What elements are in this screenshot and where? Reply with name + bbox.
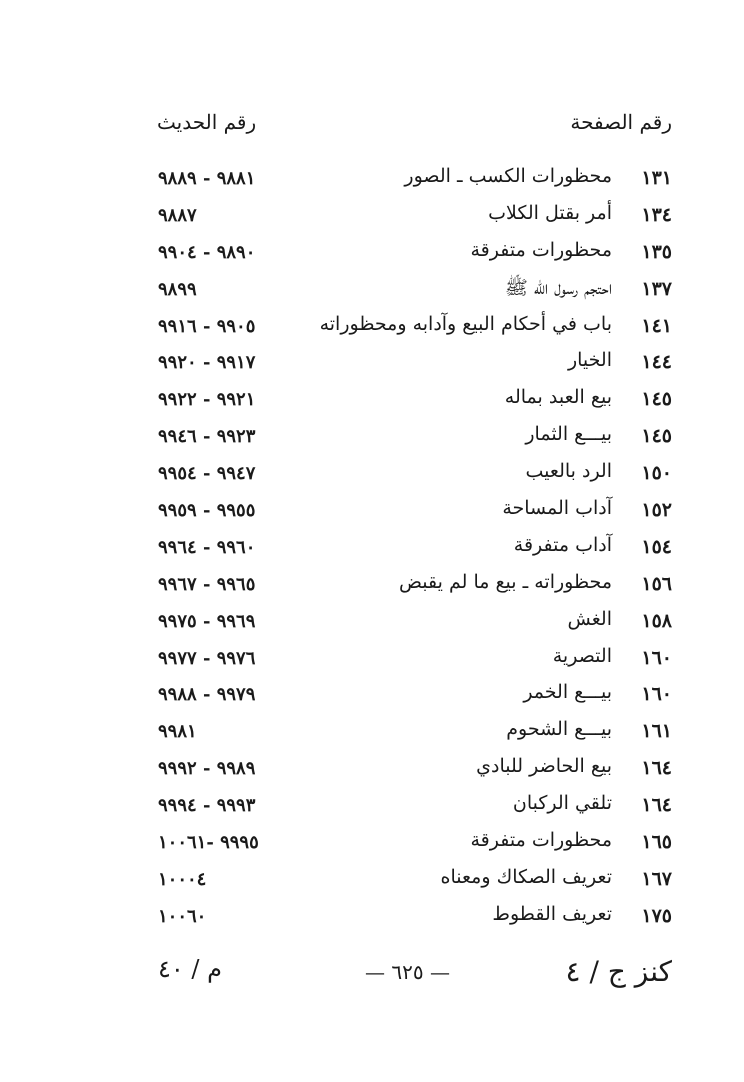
page-number: ١٦٤ bbox=[641, 757, 672, 780]
index-row bbox=[0, 645, 744, 682]
index-row bbox=[0, 386, 744, 423]
index-row bbox=[0, 239, 744, 276]
chapter-title: بيـــع الشحوم bbox=[506, 718, 612, 741]
page-number: ١٥٢ bbox=[641, 499, 672, 522]
page-number: ١٣٤ bbox=[641, 203, 672, 226]
footer-page-number: — ٦٢٥ — bbox=[365, 960, 450, 984]
page-number: ١٤٥ bbox=[641, 425, 672, 448]
chapter-title: آداب متفرقة bbox=[513, 533, 612, 556]
index-row bbox=[0, 276, 744, 313]
index-row bbox=[0, 608, 744, 645]
chapter-title: تعريف القطوط bbox=[492, 902, 612, 925]
chapter-title: بيع العبد بماله bbox=[504, 386, 612, 409]
page-number: ١٣٥ bbox=[641, 240, 672, 263]
hadith-range: ٩٩٧٩ - ٩٩٨٨ bbox=[158, 684, 256, 706]
chapter-title: التصرية bbox=[552, 644, 612, 667]
hadith-range: ٩٩٦٩ - ٩٩٧٥ bbox=[158, 610, 256, 632]
index-row bbox=[0, 202, 744, 239]
hadith-range: ٩٩٢٣ - ٩٩٤٦ bbox=[158, 426, 256, 448]
hadith-range: ٩٩٤٧ - ٩٩٥٤ bbox=[158, 463, 256, 485]
hadith-range: ٩٩٥٥ - ٩٩٥٩ bbox=[158, 500, 256, 522]
page-number-header: رقم الصفحة bbox=[570, 110, 672, 134]
page-number: ١٤١ bbox=[641, 314, 672, 337]
chapter-title: بيـــع الثمار bbox=[525, 423, 612, 446]
index-row bbox=[0, 534, 744, 571]
footer-volume-ref: م / ٤٠ bbox=[158, 955, 222, 983]
page-number: ١٦٠ bbox=[641, 646, 672, 669]
index-row bbox=[0, 792, 744, 829]
chapter-title: بيـــع الخمر bbox=[523, 681, 612, 704]
page-number: ١٣١ bbox=[641, 167, 672, 189]
chapter-title: تعريف الصكاك ومعناه bbox=[440, 865, 612, 888]
chapter-title: آداب المساحة bbox=[502, 497, 612, 520]
hadith-range: ٩٩٦٠ - ٩٩٦٤ bbox=[158, 536, 256, 558]
hadith-range: ٩٩٠٥ - ٩٩١٦ bbox=[158, 315, 256, 337]
chapter-title: الغش bbox=[567, 607, 612, 630]
page-number: ١٧٥ bbox=[641, 904, 672, 927]
hadith-range: ١٠٠٦٠ bbox=[158, 905, 207, 927]
page-number: ١٥٨ bbox=[641, 609, 672, 632]
index-row bbox=[0, 866, 744, 903]
index-row bbox=[0, 313, 744, 350]
hadith-range: ١٠٠٠٤ bbox=[158, 868, 207, 890]
page-number: ١٦١ bbox=[641, 720, 672, 743]
index-row bbox=[0, 423, 744, 460]
index-row bbox=[0, 718, 744, 755]
hadith-range: ٩٨٨١ - ٩٨٨٩ bbox=[158, 168, 256, 189]
index-row bbox=[0, 349, 744, 386]
index-row bbox=[0, 460, 744, 497]
hadith-range: ٩٩٨١ bbox=[158, 721, 197, 743]
hadith-number-header: رقم الحديث bbox=[157, 110, 257, 134]
page-number: ١٣٧ bbox=[641, 277, 672, 300]
hadith-range: ٩٩٢١ - ٩٩٢٢ bbox=[158, 389, 256, 411]
page-number: ١٥٦ bbox=[641, 572, 672, 595]
hadith-range: ٩٩٨٩ - ٩٩٩٢ bbox=[158, 758, 256, 780]
hadith-range: ٩٩٦٥ - ٩٩٦٧ bbox=[158, 573, 256, 595]
chapter-title: الخيار bbox=[567, 349, 612, 372]
index-row bbox=[0, 681, 744, 718]
hadith-range: ٩٨٩٩ bbox=[158, 278, 197, 300]
index-list bbox=[0, 165, 744, 940]
page-number: ١٦٠ bbox=[641, 683, 672, 706]
page-number: ١٥٤ bbox=[641, 535, 672, 558]
hadith-range: ٩٨٩٠ - ٩٩٠٤ bbox=[158, 241, 256, 263]
chapter-title: تلقي الركبان bbox=[512, 792, 612, 815]
index-row bbox=[0, 165, 744, 202]
chapter-title: الرد بالعيب bbox=[525, 460, 612, 483]
page-number: ١٤٤ bbox=[641, 351, 672, 374]
chapter-title: محظورات متفرقة bbox=[470, 829, 612, 852]
hadith-range: ٩٩٧٦ - ٩٩٧٧ bbox=[158, 647, 256, 669]
index-row bbox=[0, 571, 744, 608]
page-number: ١٥٠ bbox=[641, 462, 672, 485]
hadith-range: ٩٩٩٥ -١٠٠٦١ bbox=[158, 832, 259, 854]
chapter-title: محظوراته ـ بيع ما لم يقبض bbox=[399, 570, 612, 593]
hadith-range: ٩٩١٧ - ٩٩٢٠ bbox=[158, 352, 256, 374]
chapter-title: باب في أحكام البيع وآدابه ومحظوراته bbox=[319, 312, 612, 335]
hadith-range: ٩٩٩٣ - ٩٩٩٤ bbox=[158, 795, 256, 817]
index-row bbox=[0, 829, 744, 866]
hadith-range: ٩٨٨٧ bbox=[158, 204, 197, 226]
chapter-title: بيع الحاضر للبادي bbox=[476, 755, 612, 778]
index-row bbox=[0, 497, 744, 534]
index-row bbox=[0, 903, 744, 940]
index-row bbox=[0, 755, 744, 792]
chapter-title: محظورات متفرقة bbox=[470, 238, 612, 261]
page-number: ١٦٤ bbox=[641, 794, 672, 817]
chapter-title: محظورات الكسب ـ الصور bbox=[404, 165, 612, 187]
chapter-title: أمر بقتل الكلاب bbox=[488, 201, 612, 224]
page-number: ١٦٥ bbox=[641, 831, 672, 854]
page-number: ١٤٥ bbox=[641, 388, 672, 411]
footer-book-ref: كنز ج / ٤ bbox=[565, 955, 672, 988]
page-number: ١٦٧ bbox=[641, 867, 672, 890]
chapter-title: احتجم رسول الله ﷺ bbox=[504, 276, 612, 299]
